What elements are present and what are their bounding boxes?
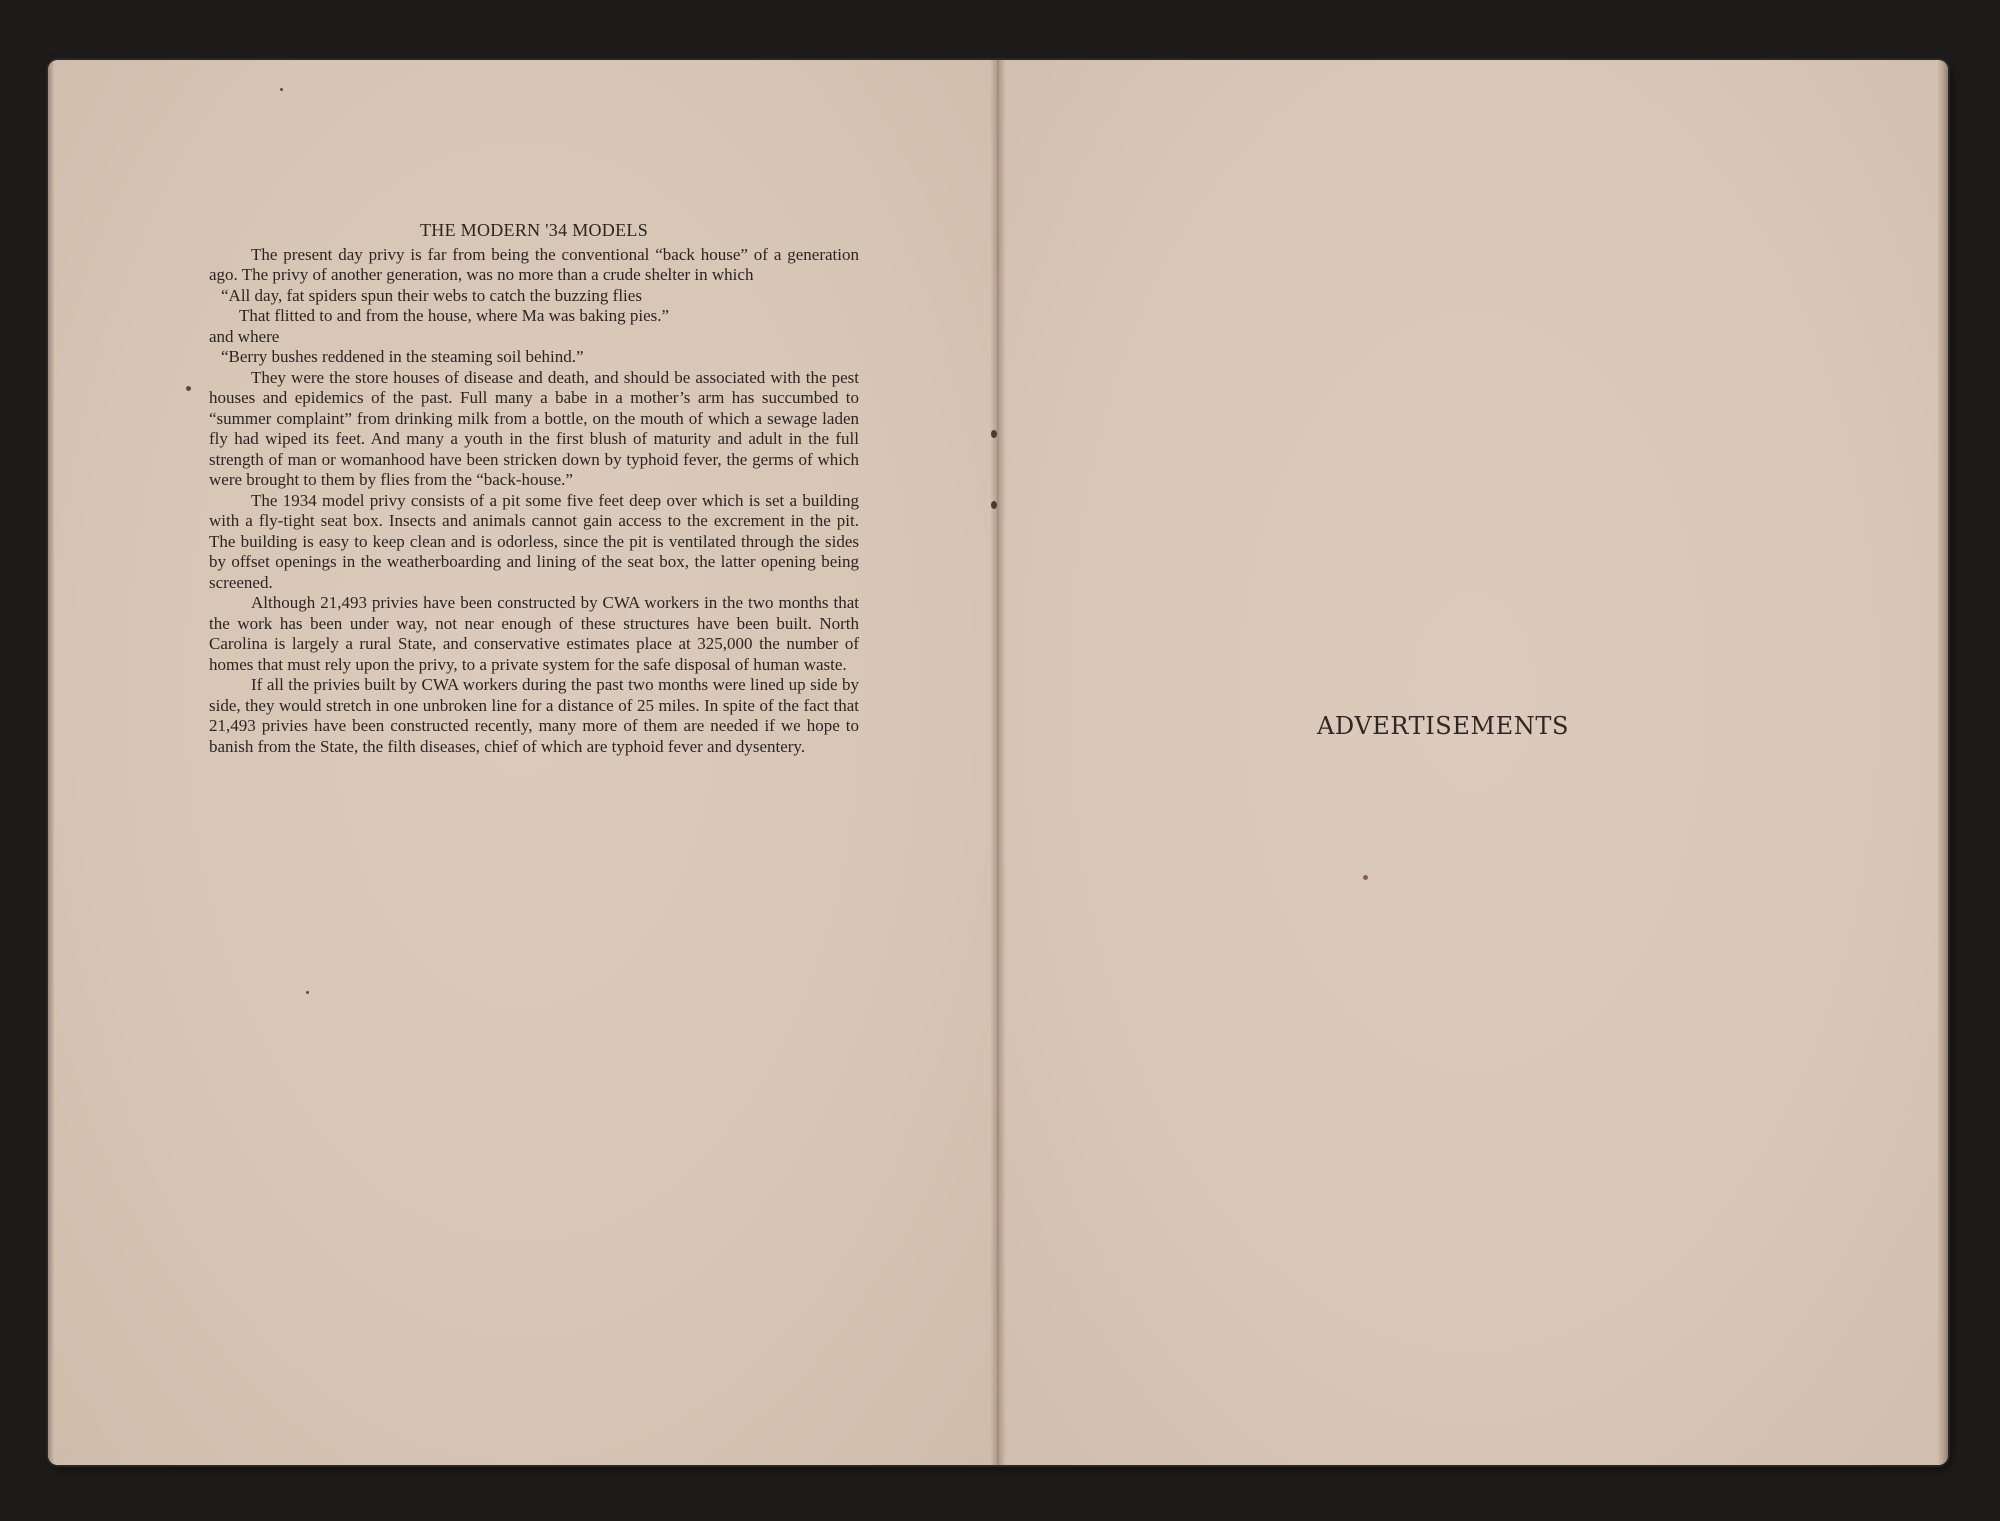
paper-speck [1363,875,1368,880]
paper-speck [280,88,283,91]
right-page-edge [1938,60,1948,1465]
advertisements-heading: ADVERTISEMENTS [1316,712,1570,740]
left-page-edge [48,60,54,1465]
article-body [209,220,859,757]
verse-line-3: “Berry bushes reddened in the steaming soil behind.” [221,347,584,366]
staple-mark [991,501,997,509]
paper-speck [306,991,309,994]
paragraph-cwa-count: Although 21,493 privies have been constructed by CWA workers in the two months that the work has been under way, not near enough of these structures have been built. North Carolina is largely a rural State, and conservative estimates place at 325,000 the number of homes that must rely upon the privy, to a private system for the safe disposal of human waste. [209,593,859,674]
paragraph-disease: They were the store houses of disease and death, and should be associated with the pest houses and epidemics of the past. Full many a babe in a mother’s arm has succumbed to “summer complaint” from drinking milk from a bottle, on the mouth of which a sewage laden fly had wiped its feet. And many a youth in the first blush of maturity and adult in the full strength of man or womanhood have been stricken down by typhoid fever, the germs of which were brought to them by flies from the “back-house.” [209,367,859,489]
left-page [48,60,998,1465]
open-booklet [48,60,1948,1465]
article-title: THE MODERN '34 MODELS [419,220,649,240]
verse-line-1: “All day, fat spiders spun their webs to catch the buzzing flies [221,285,642,305]
verse-line-2: That flitted to and from the house, where Ma was baking pies.” [239,306,670,325]
spine-gutter [990,60,1006,1465]
paper-speck [186,386,191,391]
paragraph-25-miles: If all the privies built by CWA workers during the past two months were lined up side by side, they would stretch in one unbroken line for a distance of 25 miles. In spite of the fact that 21,493 privies have been constructed recently, many more of them are needed if we hope to banish from the State, the filth diseases, chief of which are typhoid fever and dysentery. [209,675,859,756]
right-page [998,60,1948,1465]
staple-mark [991,430,997,438]
paragraph-intro: The present day privy is far from being the conventional “back house” of a generation ago. The privy of another generation, was no more than a crude shelter in which [209,244,859,284]
connector-line: and where [209,326,280,346]
paragraph-1934-model: The 1934 model privy consists of a pit some five feet deep over which is set a building with a fly-tight seat box. Insects and animals cannot gain access to the excrement in the pit. The building is easy to keep clean and is odorless, since the pit is ventilated through the sides by offset openings in the weatherboarding and lining of the seat box, the latter opening being screened. [209,490,859,592]
